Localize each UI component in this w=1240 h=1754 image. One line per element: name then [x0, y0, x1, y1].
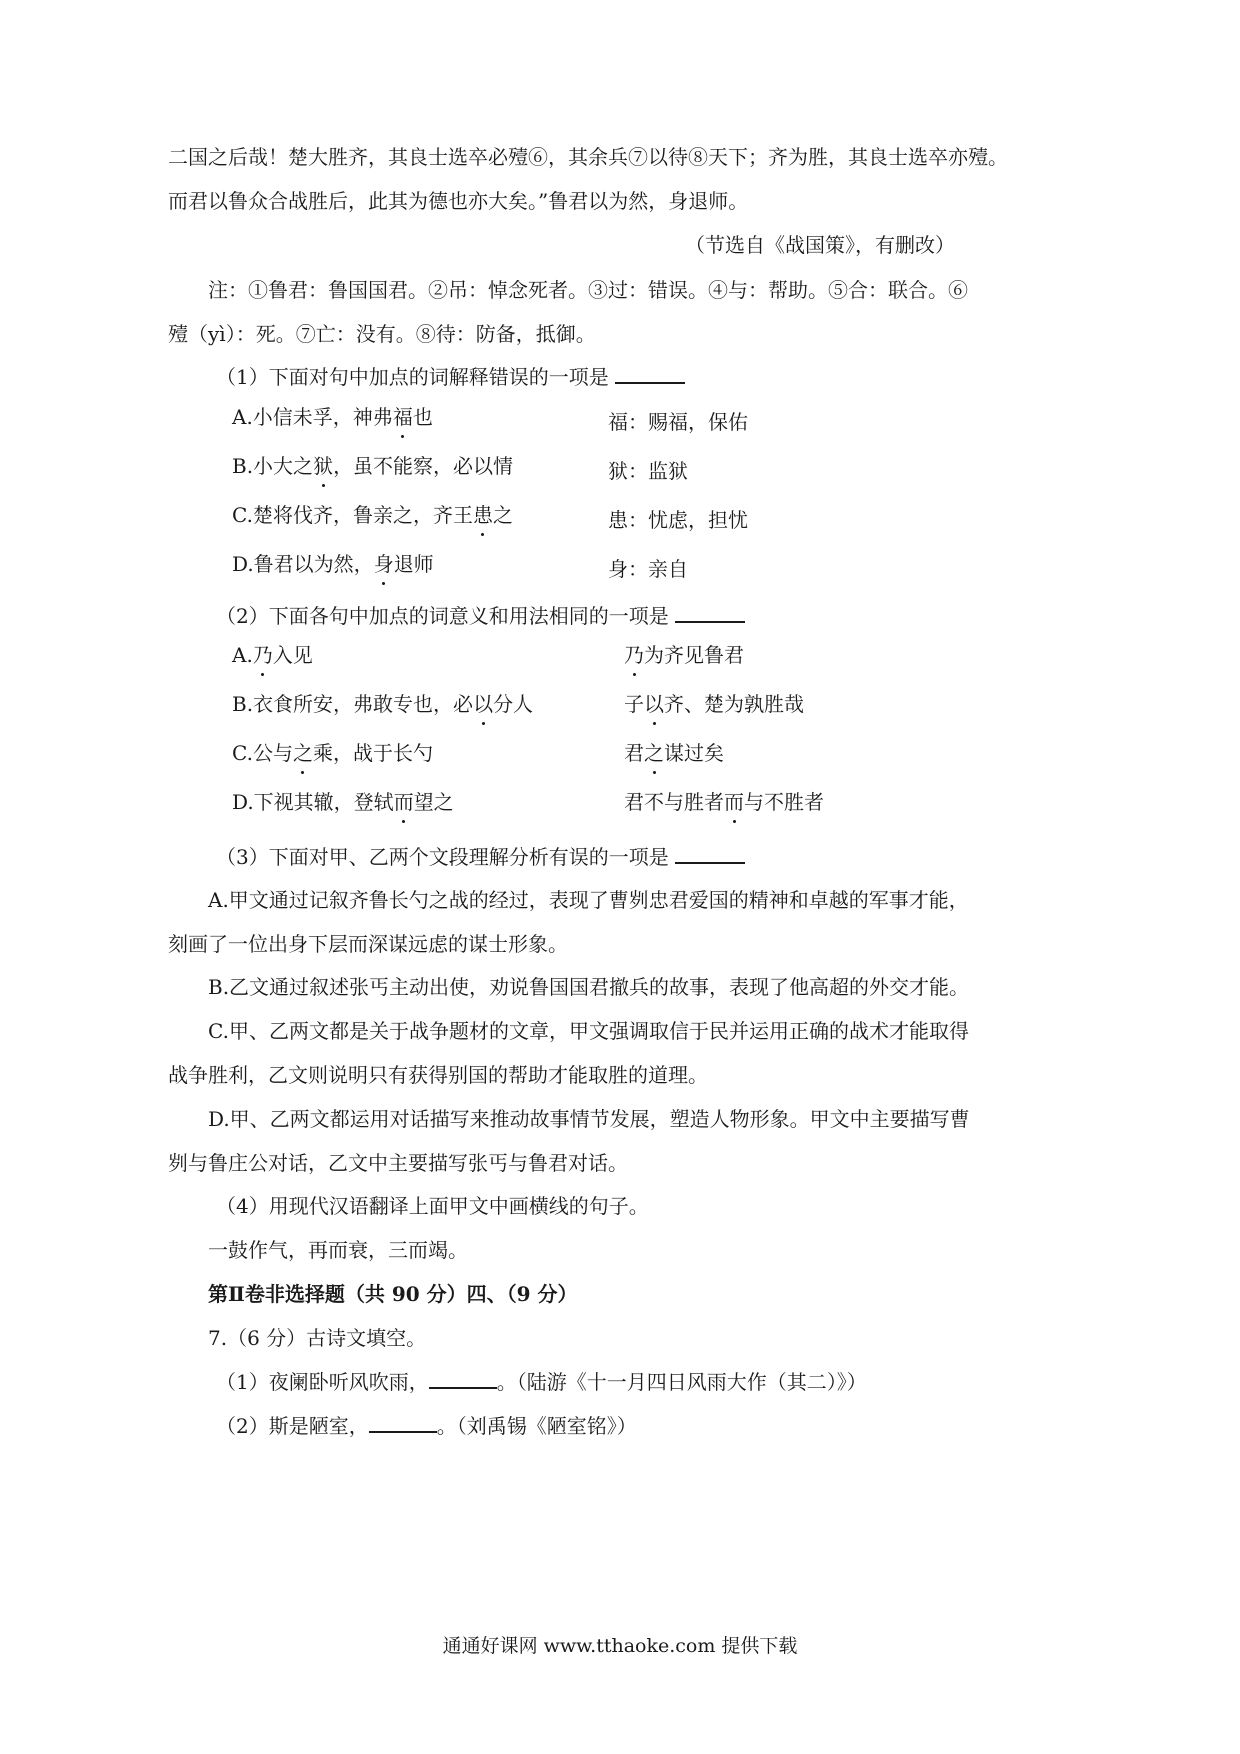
q2-compare-d: 君不与胜者而与不胜者 [624, 790, 824, 814]
dotted-word: 乃 [252, 643, 273, 667]
dotted-word: 患 [472, 503, 493, 527]
q3-line: 刿与鲁庄公对话，乙文中主要描写张丐与鲁君对话。 [168, 1151, 628, 1175]
notes-line-2: 殪（yì）：死。⑦亡：没有。⑧待：防备，抵御。 [168, 322, 596, 346]
notes-line-1: 注：①鲁君：鲁国国君。②吊：悼念死者。③过：错误。④与：帮助。⑤合：联合。⑥ [208, 278, 968, 302]
passage-line-2: 而君以鲁众合战胜后，此其为德也亦大矣。”鲁君以为然，身退师。 [168, 189, 749, 213]
dotted-word: 乃 [624, 643, 644, 667]
q2-compare-b: 子以齐、楚为孰胜哉 [624, 692, 804, 716]
q2-option-a: A.乃入见 [232, 643, 313, 667]
q1-option-b: B.小大之狱，虽不能察，必以情 [232, 454, 514, 478]
q4-sentence: 一鼓作气，再而衰，三而竭。 [208, 1238, 468, 1262]
q2-stem: （2）下面各句中加点的词意义和用法相同的一项是 [216, 601, 745, 630]
answer-blank[interactable] [429, 1367, 497, 1389]
dotted-word: 身 [373, 552, 394, 576]
q3-line: A.甲文通过记叙齐鲁长勺之战的经过，表现了曹刿忠君爱国的精神和卓越的军事才能， [208, 888, 969, 912]
q3-line: 刻画了一位出身下层而深谋远虑的谋士形象。 [168, 932, 568, 956]
section-heading: 第Ⅱ卷非选择题（共 90 分）四、（9 分） [208, 1282, 578, 1306]
q1-gloss-d: 身：亲自 [608, 557, 688, 581]
passage-line-1: 二国之后哉！楚大胜齐，其良士选卒必殪⑥，其余兵⑦以待⑧天下；齐为胜，其良士选卒亦殪。 [168, 145, 1008, 169]
dotted-word: 以 [644, 692, 664, 716]
dotted-word: 福 [392, 405, 413, 429]
dotted-word: 之 [644, 741, 664, 765]
q4-stem: （4）用现代汉语翻译上面甲文中画横线的句子。 [216, 1194, 649, 1218]
q2-compare-a: 乃为齐见鲁君 [624, 643, 744, 667]
q3-line: C.甲、乙两文都是关于战争题材的文章，甲文强调取信于民并运用正确的战术才能取得 [208, 1019, 969, 1043]
q1-gloss-b: 狱：监狱 [608, 459, 688, 483]
q2-option-d: D.下视其辙，登轼而望之 [232, 790, 454, 814]
q1-stem: （1）下面对句中加点的词解释错误的一项是 [216, 362, 685, 391]
answer-blank[interactable] [675, 601, 745, 623]
fill-1: （1）夜阑卧听风吹雨， 。（陆游《十一月四日风雨大作（其二）》） [216, 1367, 867, 1396]
page-footer: 通通好课网 www.tthaoke.com 提供下载 [442, 1635, 798, 1657]
dotted-word: 狱 [313, 454, 334, 478]
q3-line: 战争胜利，乙文则说明只有获得别国的帮助才能取胜的道理。 [168, 1063, 708, 1087]
fill-2: （2）斯是陋室， 。（刘禹锡《陋室铭》） [216, 1411, 637, 1440]
dotted-word: 以 [473, 692, 494, 716]
answer-blank[interactable] [369, 1411, 437, 1433]
answer-blank[interactable] [675, 842, 745, 864]
q1-option-c: C.楚将伐齐，鲁亲之，齐王患之 [232, 503, 513, 527]
q3-stem: （3）下面对甲、乙两个文段理解分析有误的一项是 [216, 842, 745, 871]
q1-option-d: D.鲁君以为然，身退师 [232, 552, 434, 576]
dotted-word: 而 [393, 790, 414, 814]
q7-title: 7.（6 分）古诗文填空。 [208, 1326, 427, 1350]
q1-gloss-a: 福：赐福，保佑 [608, 410, 748, 434]
passage-source: （节选自《战国策》，有删改） [685, 233, 955, 257]
q1-gloss-c: 患：忧虑，担忧 [608, 508, 748, 532]
q2-option-c: C.公与之乘，战于长勺 [232, 741, 433, 765]
q1-option-a: A.小信未孚，神弗福也 [232, 405, 433, 429]
dotted-word: 之 [292, 741, 313, 765]
q3-line: D.甲、乙两文都运用对话描写来推动故事情节发展，塑造人物形象。甲文中主要描写曹 [208, 1107, 970, 1131]
q2-option-b: B.衣食所安，弗敢专也，必以分人 [232, 692, 534, 716]
q2-compare-c: 君之谋过矣 [624, 741, 724, 765]
answer-blank[interactable] [615, 362, 685, 384]
q3-line: B.乙文通过叙述张丐主动出使，劝说鲁国国君撤兵的故事，表现了他高超的外交才能。 [208, 975, 970, 999]
dotted-word: 而 [724, 790, 744, 814]
